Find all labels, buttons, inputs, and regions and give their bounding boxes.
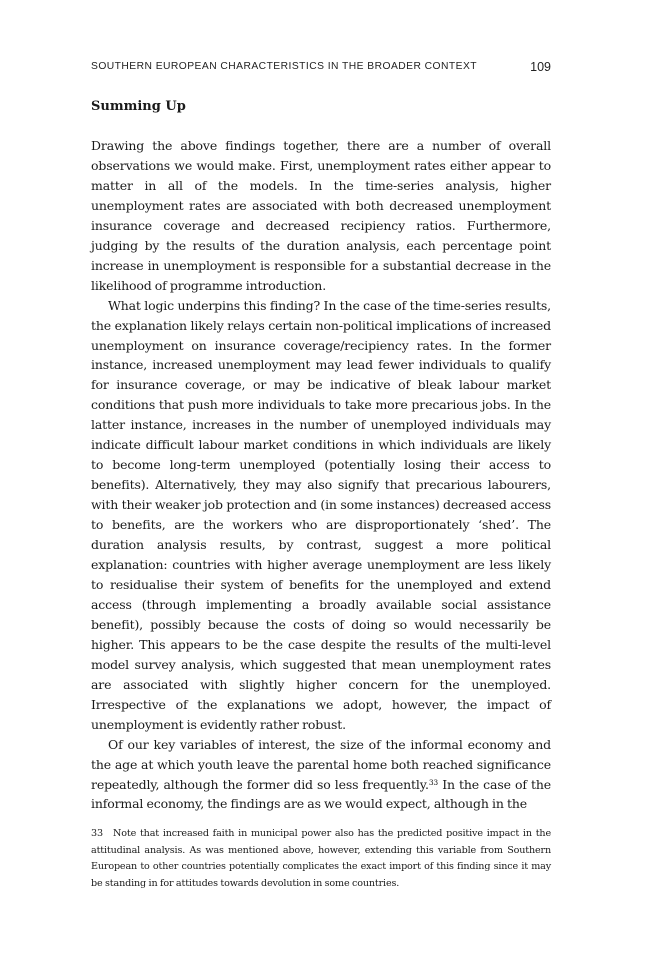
footnote-33 — [91, 826, 551, 892]
running-title: SOUTHERN EUROPEAN CHARACTERISTICS IN THE BROADER CONTEXT — [91, 61, 478, 72]
paragraph-1: Drawing the above findings together, there are a number of overall observations we would make. First, unemployment rates either appear to matter in all of the models. In the time-series analysis, higher unemployment rates are associated with both decreased unemployment insurance coverage and decreased recipiency ratios. Furthermore, judging by the results of the duration analysis, each percentage point increase in unemployment is responsible for a substantial decrease in the likelihood of programme introduction. — [91, 138, 551, 293]
paragraph-3-text: Of our key variables of interest, the size of the informal economy and the age at which youth leave the parental home both reached significance repeatedly, although the former did so less frequently. — [91, 736, 551, 792]
section-heading: Summing Up — [91, 99, 186, 114]
paragraph-2: What logic underpins this finding? In the case of the time-series results, the explanation likely relays certain non-political implications of increased unemployment on insurance coverage/recipiency rates. In the former instance, increased unemployment may lead fewer individuals to qualify for insurance coverage, or may be indicative of bleak labour market conditions that push more individuals to take more precarious jobs. In the latter instance, increases in the number of unemployed individuals may indicate difficult labour market conditions in which individuals are likely to become long-term unemployed (potentially losing their access to benefits). Alternatively, they may also signify that precarious labourers, with their weaker job protection and (in some instances) decreased access to benefits, are the workers who are disproportionately ‘shed’. The duration analysis results, by contrast, suggest a more political explanation: countries with higher average unemployment are less likely to residualise their system of benefits for the unemployed and extend access (through implementing a broadly available social assistance benefit), possibly because the costs of doing so would necessarily be higher. This appears to be the case despite the results of the multi-level model survey analysis, which suggested that mean unemployment rates are associated with slightly higher concern for the unemployed. Irrespective of the explanations we adopt, however, the impact of unemployment is evidently rather robust. — [91, 297, 551, 732]
paragraph-3-continuation: In the case of the informal economy, the findings are as we would expect, although in the — [91, 776, 551, 812]
footnote-number: 33 — [91, 828, 103, 839]
page-number: 109 — [530, 60, 551, 74]
body-text — [91, 136, 551, 814]
footnote-text: Note that increased faith in municipal power also has the predicted positive impact in the attitudinal analysis. As was mentioned above, however, extending this variable from Southern European to other countries potentially complicates the exact import of this finding since it may be standing in for attitudes towards devolution in some countries. — [91, 828, 551, 889]
footnote-reference[interactable]: 33 — [428, 777, 439, 787]
footnotes — [91, 826, 551, 892]
paragraph-3 — [91, 735, 551, 815]
running-header — [91, 61, 551, 77]
